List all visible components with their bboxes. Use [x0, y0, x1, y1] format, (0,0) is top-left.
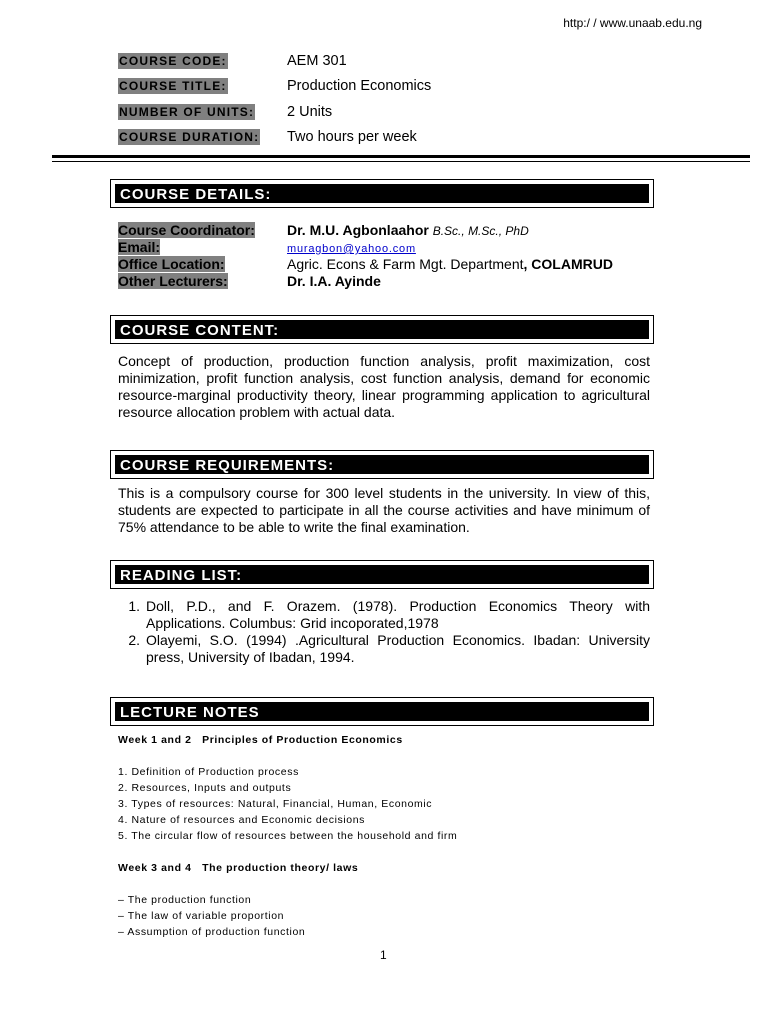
- detail-row-coordinator: [118, 222, 613, 239]
- section-title: READING LIST:: [115, 565, 649, 584]
- meta-value: Production Economics: [287, 78, 432, 95]
- meta-row-units: [118, 99, 431, 125]
- detail-row-email: [118, 239, 613, 256]
- office-value: Agric. Econs & Farm Mgt. Department: [287, 256, 524, 272]
- list-item: – Assumption of production function: [118, 926, 306, 938]
- office-college: , COLAMRUD: [523, 256, 613, 272]
- week-heading: Week 3 and 4 The production theory/ laws: [118, 862, 359, 874]
- course-details: [118, 222, 613, 290]
- list-item: 2. Resources, Inputs and outputs: [118, 782, 292, 794]
- detail-row-lecturers: [118, 273, 613, 290]
- meta-label: COURSE TITLE:: [119, 79, 227, 94]
- detail-label: Other Lecturers:: [118, 273, 228, 289]
- lecture-notes: [118, 732, 457, 940]
- meta-row-code: [118, 48, 431, 74]
- list-item: – The law of variable proportion: [118, 910, 285, 922]
- meta-row-title: [118, 74, 431, 100]
- meta-value: Two hours per week: [287, 129, 417, 146]
- section-title: COURSE CONTENT:: [115, 320, 649, 339]
- course-meta: [118, 48, 431, 150]
- meta-value: 2 Units: [287, 103, 333, 120]
- divider-thin: [52, 161, 750, 162]
- list-text: Olayemi, S.O. (1994) .Agricultural Production Economics. Ibadan: University press, University of Ibadan, 1994.: [146, 632, 650, 665]
- header-url: http:/ / www.unaab.edu.ng: [563, 16, 702, 30]
- list-item: – The production function: [118, 894, 252, 906]
- section-requirements-header: [110, 450, 654, 479]
- meta-row-duration: [118, 125, 431, 151]
- list-number: 1.: [128, 598, 140, 614]
- meta-label: COURSE DURATION:: [119, 130, 260, 145]
- meta-label: NUMBER OF UNITS:: [119, 104, 255, 119]
- content-paragraph: Concept of production, production function analysis, profit maximization, cost minimization, profit function analysis, cost function analysis, demand for economic resource-marginal productivity theory, linear programming application to agricultural resource allocation problem with actual data.: [118, 353, 650, 420]
- list-number: 2.: [128, 632, 140, 648]
- list-item: [118, 632, 650, 666]
- meta-label: COURSE CODE:: [119, 53, 227, 68]
- list-item: 1. Definition of Production process: [118, 766, 299, 778]
- section-title: LECTURE NOTES: [115, 702, 649, 721]
- section-notes-header: [110, 697, 654, 726]
- week-heading: Week 1 and 2 Principles of Production Economics: [118, 734, 403, 746]
- detail-label: Office Location:: [118, 256, 225, 272]
- detail-label: Course Coordinator:: [118, 222, 255, 238]
- list-item: 4. Nature of resources and Economic decisions: [118, 814, 366, 826]
- coordinator-name: Dr. M.U. Agbonlaahor: [287, 222, 429, 238]
- section-reading-header: [110, 560, 654, 589]
- requirements-paragraph: This is a compulsory course for 300 level students in the university. In view of this, students are expected to participate in all the course activities and have minimum of 75% attendance to be able to write the final examination.: [118, 485, 650, 535]
- section-title: COURSE DETAILS:: [115, 184, 649, 203]
- coordinator-credentials: B.Sc., M.Sc., PhD: [432, 224, 529, 238]
- detail-label: Email:: [118, 239, 161, 255]
- email-link[interactable]: muragbon@yahoo.com: [287, 243, 416, 255]
- section-details-header: [110, 179, 654, 208]
- list-item: 5. The circular flow of resources between the household and firm: [118, 830, 458, 842]
- reading-list: [118, 598, 650, 666]
- divider-thick: [52, 155, 750, 158]
- list-item: [118, 598, 650, 632]
- detail-row-office: [118, 256, 613, 273]
- section-title: COURSE REQUIREMENTS:: [115, 455, 649, 474]
- list-text: Doll, P.D., and F. Orazem. (1978). Production Economics Theory with Applications. Columbus: Grid incoporated,1978: [146, 598, 650, 631]
- section-content-header: [110, 315, 654, 344]
- list-item: 3. Types of resources: Natural, Financial, Human, Economic: [118, 798, 433, 810]
- page-number: 1: [380, 948, 387, 962]
- lecturers-value: Dr. I.A. Ayinde: [287, 273, 381, 289]
- meta-value: AEM 301: [287, 52, 347, 69]
